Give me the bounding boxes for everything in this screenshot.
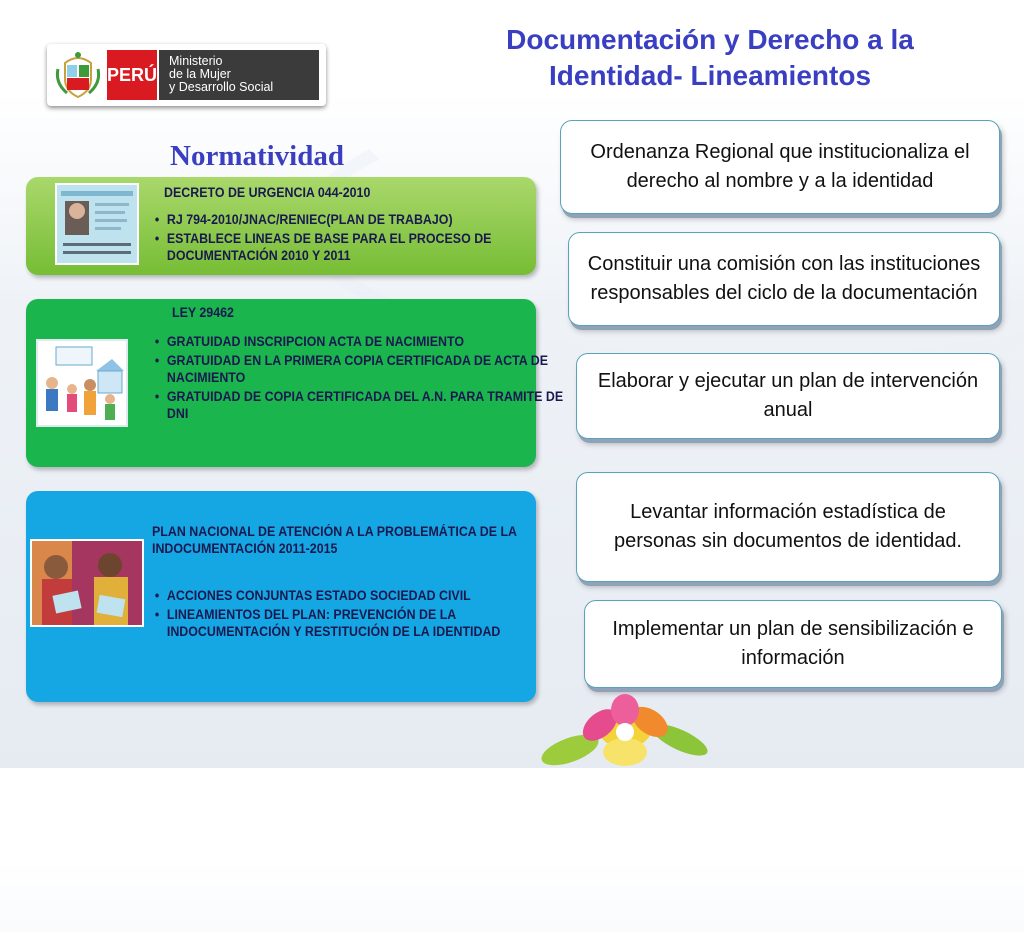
- decree-block: [26, 177, 536, 275]
- ministry-name: [159, 50, 319, 100]
- guideline-box: Implementar un plan de sensibilización e información: [584, 600, 1002, 688]
- block-list: [154, 211, 553, 266]
- page-title: [430, 22, 990, 94]
- peru-label: PERÚ: [107, 50, 157, 100]
- block-list: [154, 587, 544, 642]
- block-heading: DECRETO DE URGENCIA 044-2010: [164, 185, 371, 200]
- ministry-line: y Desarrollo Social: [169, 80, 274, 94]
- guideline-box: Constituir una comisión con las instituciones responsables del ciclo de la documentación: [568, 232, 1000, 326]
- block-heading: LEY 29462: [172, 305, 234, 320]
- flower-decoration-icon: [530, 690, 710, 768]
- ministry-line: de la Mujer: [169, 67, 231, 81]
- list-item: • ESTABLECE LINEAS DE BASE PARA EL PROCESO DE DOCUMENTACIÓN 2010 Y 2011: [167, 230, 553, 264]
- plan-block: [26, 491, 536, 702]
- coat-of-arms-icon: [55, 49, 101, 101]
- section-subtitle: Normatividad: [170, 140, 344, 172]
- title-line-2: Identidad- Lineamientos: [548, 60, 872, 91]
- list-item: • GRATUIDAD EN LA PRIMERA COPIA CERTIFICADA DE ACTA DE NACIMIENTO: [167, 352, 572, 386]
- ministry-logo: [47, 44, 326, 106]
- guideline-box: Ordenanza Regional que institucionaliza el derecho al nombre y a la identidad: [560, 120, 1000, 214]
- guideline-box: Levantar información estadística de personas sin documentos de identidad.: [576, 472, 1000, 582]
- people-with-ids-photo: [30, 539, 144, 627]
- law-block: [26, 299, 564, 467]
- list-item: • GRATUIDAD DE COPIA CERTIFICADA DEL A.N. PARA TRAMITE DE DNI: [167, 388, 572, 422]
- block-heading: PLAN NACIONAL DE ATENCIÓN A LA PROBLEMÁTICA DE LA INDOCUMENTACIÓN 2011-2015: [152, 524, 517, 556]
- guideline-box: Elaborar y ejecutar un plan de intervención anual: [576, 353, 1000, 439]
- list-item: • ACCIONES CONJUNTAS ESTADO SOCIEDAD CIVIL: [167, 587, 544, 604]
- block-list: [154, 333, 572, 424]
- list-item: • LINEAMIENTOS DEL PLAN: PREVENCIÓN DE LA INDOCUMENTACIÓN Y RESTITUCIÓN DE LA IDENTIDAD: [167, 606, 544, 640]
- list-item: • RJ 794-2010/JNAC/RENIEC(PLAN DE TRABAJO): [167, 211, 553, 228]
- ministry-line: Ministerio: [169, 54, 223, 68]
- family-registry-illustration: [36, 339, 128, 427]
- title-line-1: Documentación y Derecho a la: [506, 24, 914, 55]
- list-item: • GRATUIDAD INSCRIPCION ACTA DE NACIMIENTO: [167, 333, 572, 350]
- dni-card-image: [55, 183, 139, 265]
